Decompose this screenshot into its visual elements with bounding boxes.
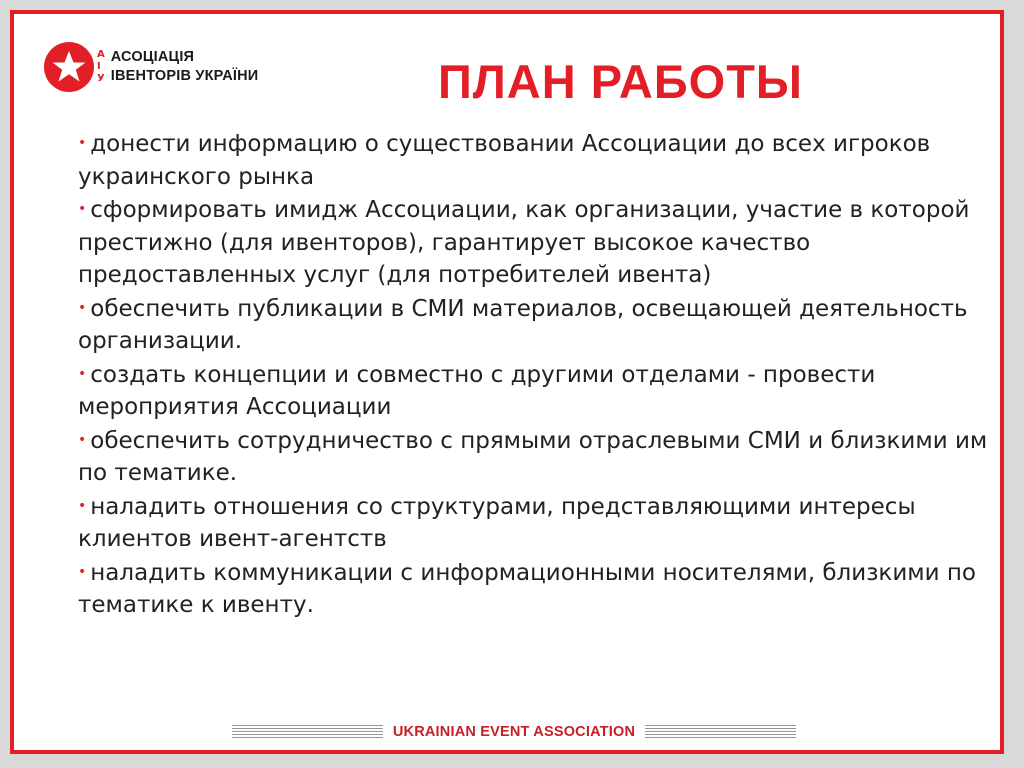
list-item: [78, 193, 988, 292]
star-logo-icon: [44, 42, 94, 92]
bullet-icon: •: [78, 563, 87, 580]
association-logo: [44, 42, 258, 92]
list-item: [78, 490, 988, 556]
bullet-icon: •: [78, 497, 87, 514]
bullet-icon: •: [78, 135, 87, 151]
work-plan-list: [78, 127, 988, 622]
footer: [232, 721, 796, 743]
list-item-text: обеспечить сотрудничество с прямыми отраслевыми СМИ и близкими им по тематике.: [78, 427, 988, 486]
list-item: [78, 556, 988, 622]
footer-stripes-left: [232, 725, 383, 739]
list-item-text: наладить отношения со структурами, представляющими интересы клиентов ивент-агентств: [78, 493, 916, 552]
bullet-icon: •: [78, 299, 87, 316]
logo-letter: А: [97, 49, 105, 60]
list-item-text: обеспечить публикации в СМИ материалов, освещающей деятельность организации.: [78, 295, 968, 354]
footer-stripes-right: [645, 725, 796, 739]
bullet-icon: •: [78, 431, 87, 448]
list-item: [78, 358, 988, 424]
bullet-icon: •: [78, 201, 87, 217]
logo-text: [111, 48, 259, 86]
logo-line-2: ІВЕНТОРІВ УКРАЇНИ: [110, 68, 259, 84]
bullet-icon: •: [78, 365, 87, 382]
logo-line-1: АСОЦІАЦІЯ: [110, 49, 195, 65]
page-title: ПЛАН РАБОТЫ: [438, 55, 803, 108]
slide: [10, 10, 1004, 754]
list-item-text: сформировать имидж Ассоциации, как организации, участие в которой престижно (для ивенторов), гарантирует высокое качество предоставленных услуг (для потребителей ивента): [78, 197, 970, 288]
list-item-text: наладить коммуникации с информационными носителями, близкими по тематике к ивенту.: [78, 559, 976, 618]
list-item: [78, 292, 988, 358]
list-item-text: донести информацию о существовании Ассоциации до всех игроков украинского рынка: [78, 131, 931, 190]
logo-letters: [97, 49, 105, 85]
list-item: [78, 127, 988, 193]
logo-letter: І: [97, 61, 101, 72]
logo-letter: У: [97, 73, 105, 84]
footer-text: UKRAINIAN EVENT ASSOCIATION: [392, 724, 636, 740]
list-item: [78, 424, 988, 490]
list-item-text: создать концепции и совместно с другими отделами - провести мероприятия Ассоциации: [78, 361, 876, 420]
